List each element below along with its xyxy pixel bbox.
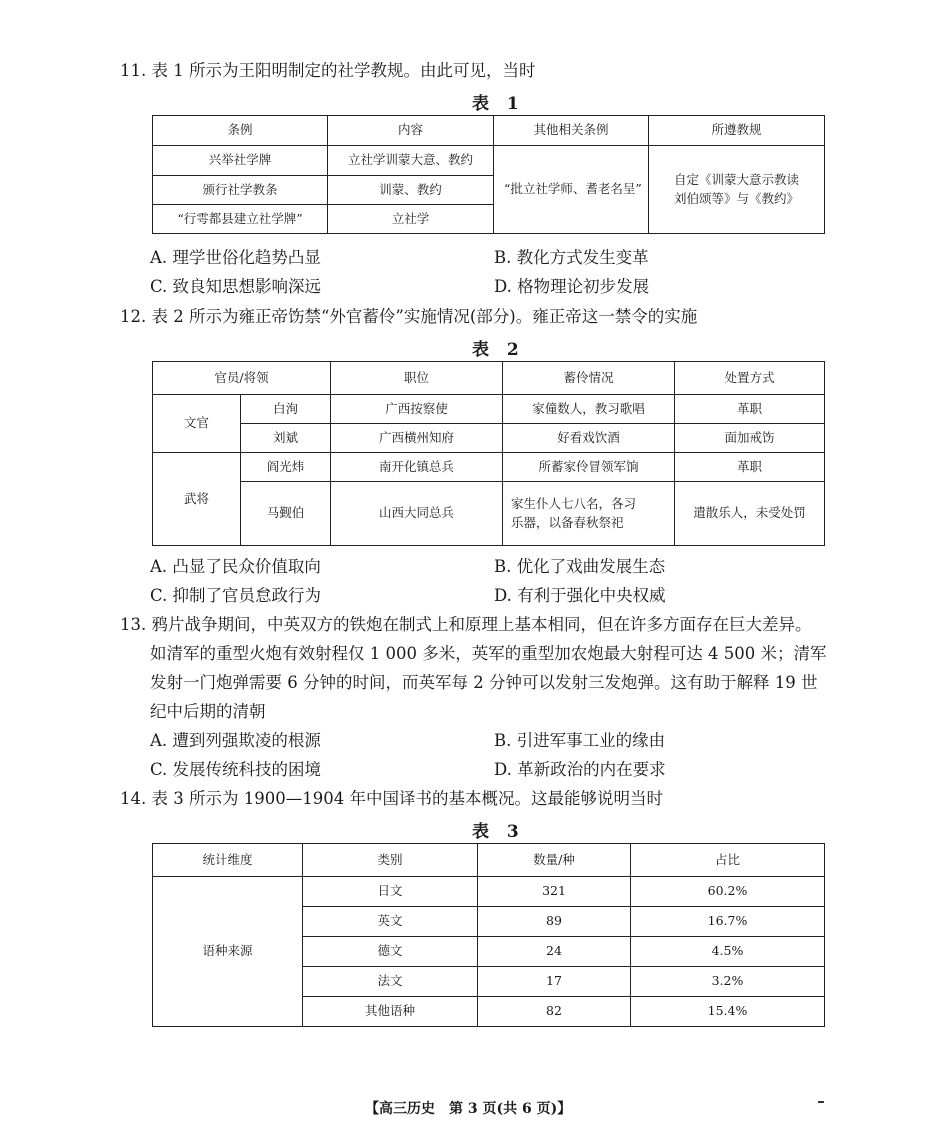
table-cell: 4.5%	[631, 937, 825, 967]
table-cell: 好看戏饮酒	[503, 424, 675, 453]
q14-table	[152, 843, 825, 1027]
table-cell: 3.2%	[631, 967, 825, 997]
table-cell: 321	[478, 877, 631, 907]
table-cell: 革职	[675, 395, 825, 424]
cell-line: 自定《训蒙大意示教读	[673, 171, 799, 187]
q11-table	[152, 115, 825, 234]
q13-option-c: C. 发展传统科技的困境	[150, 760, 322, 779]
group-cell: 武将	[153, 453, 241, 546]
header-cell: 条例	[153, 116, 328, 146]
table-cell: 立社学训蒙大意、教约	[328, 146, 494, 176]
table-cell: 革职	[675, 453, 825, 482]
table-cell: 广西按察使	[331, 395, 503, 424]
q11-option-d: D. 格物理论初步发展	[494, 277, 650, 296]
q11-option-b: B. 教化方式发生变革	[494, 248, 649, 267]
table-cell: 24	[478, 937, 631, 967]
table-cell: 英文	[303, 907, 478, 937]
table-cell: 兴举社学牌	[153, 146, 328, 176]
header-cell: 所遵教规	[649, 116, 825, 146]
table-cell: 17	[478, 967, 631, 997]
table-cell: 白洵	[241, 395, 331, 424]
header-cell: 数量/种	[478, 844, 631, 877]
q13-line-1: 13. 鸦片战争期间，中英双方的铁炮在制式上和原理上基本相同，但在许多方面存在巨大差异。	[120, 615, 812, 634]
table-cell: 家僮数人，教习歌唱	[503, 395, 675, 424]
q12-stem: 12. 表 2 所示为雍正帝饬禁“外官蓄伶”实施情况(部分)。雍正帝这一禁令的实施	[120, 307, 698, 326]
q14-stem: 14. 表 3 所示为 1900—1904 年中国译书的基本概况。这最能够说明当时	[120, 789, 663, 808]
table-cell: 阎光炜	[241, 453, 331, 482]
cell-line: 乐器，以备春秋祭祀	[511, 514, 624, 530]
q11-table-caption: 表 1	[472, 94, 525, 114]
table-cell: 日文	[303, 877, 478, 907]
group-cell: 文官	[153, 395, 241, 453]
q13-option-d: D. 革新政治的内在要求	[494, 760, 666, 779]
table-cell: 立社学	[328, 205, 494, 234]
table-cell: 南开化镇总兵	[331, 453, 503, 482]
table-cell: 60.2%	[631, 877, 825, 907]
header-cell: 官员/将领	[153, 362, 331, 395]
header-cell: 其他相关条例	[494, 116, 649, 146]
q13-line-3: 发射一门炮弹需要 6 分钟的时间，而英军每 2 分钟可以发射三发炮弹。这有助于解释 19 世	[150, 673, 818, 692]
q12-option-b: B. 优化了戏曲发展生态	[494, 557, 666, 576]
header-cell: 占比	[631, 844, 825, 877]
q14-table-caption: 表 3	[472, 822, 525, 842]
table-cell: 所蓄家伶冒领军饷	[503, 453, 675, 482]
table-cell: 法文	[303, 967, 478, 997]
q12-option-a: A. 凸显了民众价值取向	[150, 557, 321, 576]
page-footer: 【高三历史 第 3 页(共 6 页)】	[365, 1101, 572, 1117]
table-cell: 山西大同总兵	[331, 482, 503, 546]
q12-table	[152, 361, 825, 546]
header-cell: 类别	[303, 844, 478, 877]
table-cell: 刘斌	[241, 424, 331, 453]
table-cell: 89	[478, 907, 631, 937]
cell-line: 刘伯颂等》与《教约》	[673, 190, 799, 206]
table-cell: 马觐伯	[241, 482, 331, 546]
q12-option-d: D. 有利于强化中央权威	[494, 586, 666, 605]
table-cell: “行雩都县建立社学牌”	[153, 205, 328, 234]
q13-line-2: 如清军的重型火炮有效射程仅 1 000 多米，英军的重型加农炮最大射程可达 4 500 米；清军	[150, 644, 827, 663]
header-cell: 内容	[328, 116, 494, 146]
q13-option-b: B. 引进军事工业的缘由	[494, 731, 666, 750]
header-cell: 处置方式	[675, 362, 825, 395]
q11-stem: 11. 表 1 所示为王阳明制定的社学教规。由此可见，当时	[120, 61, 536, 80]
q12-table-caption: 表 2	[472, 340, 525, 360]
header-cell: 蓄伶情况	[503, 362, 675, 395]
table-cell: 16.7%	[631, 907, 825, 937]
q11-option-a: A. 理学世俗化趋势凸显	[150, 248, 321, 267]
q11-option-c: C. 致良知思想影响深远	[150, 277, 322, 296]
table-cell: 其他语种	[303, 997, 478, 1027]
table-cell: 训蒙、教约	[328, 176, 494, 205]
header-cell: 职位	[331, 362, 503, 395]
table-cell: “批立社学师、耆老名呈”	[494, 146, 649, 234]
table-cell: 82	[478, 997, 631, 1027]
cell-line: 家生仆人七八名，各习	[511, 495, 637, 511]
q13-line-4: 纪中后期的清朝	[150, 702, 266, 721]
corner-mark	[818, 1101, 824, 1103]
table-cell: 颁行社学教条	[153, 176, 328, 205]
header-cell: 统计维度	[153, 844, 303, 877]
q12-option-c: C. 抑制了官员怠政行为	[150, 586, 322, 605]
table-cell: 15.4%	[631, 997, 825, 1027]
table-cell	[649, 146, 825, 234]
table-cell	[503, 482, 675, 546]
dimension-cell: 语种来源	[153, 877, 303, 1027]
q13-option-a: A. 遭到列强欺凌的根源	[150, 731, 321, 750]
table-cell: 面加戒饬	[675, 424, 825, 453]
table-cell: 广西横州知府	[331, 424, 503, 453]
table-cell: 德文	[303, 937, 478, 967]
table-cell: 遣散乐人，未受处罚	[675, 482, 825, 546]
